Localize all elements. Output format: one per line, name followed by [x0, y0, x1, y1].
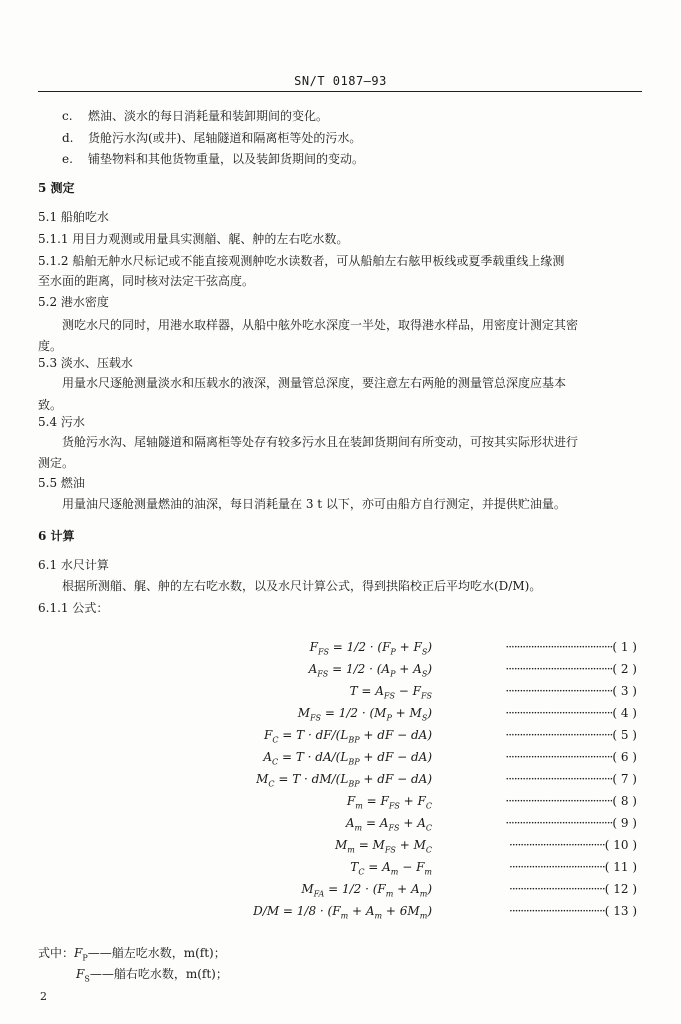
formula-8: $F_m = F_{FS} + F_C$ — [346, 794, 432, 811]
formula-number-4: ······································( 4 ) — [505, 706, 637, 720]
formula-10: $M_m = M_{FS} + M_C$ — [334, 838, 432, 855]
section-5-3-line2: 致。 — [38, 398, 63, 412]
formula-number-11: ··································( 11 ) — [509, 860, 637, 874]
formula-13: $D/M = 1/8 \cdot (F_m + A_m + 6M_m)$ — [253, 904, 432, 921]
section-6-1-1: 6.1.1 公式： — [38, 601, 109, 615]
formula-3: $T = A_{FS} - F_{FS}$ — [349, 684, 432, 701]
item-d-label: d. — [62, 131, 74, 145]
formula-number-3: ······································( 3 ) — [505, 684, 637, 698]
formula-number-9: ······································( 9 ) — [505, 816, 637, 830]
formula-number-13: ··································( 13 ) — [509, 904, 637, 918]
formula-number-12: ··································( 12 ) — [509, 882, 637, 896]
item-c-label: c. — [62, 109, 73, 123]
where-line-2: $F_S——$艏右吃水数，m(ft)； — [76, 967, 228, 984]
section-5-4-line1: 货舱污水沟、尾轴隧道和隔离柜等处存有较多污水且在装卸货期间有所变动，可按其实际形状进行 — [62, 435, 579, 449]
standard-header: SN/T 0187—93 — [294, 74, 387, 88]
item-d-text: 货舱污水沟(或井)、尾轴隧道和隔离柜等处的污水。 — [88, 131, 362, 145]
formula-7: $M_C = T \cdot dM/(L_{BP}$ + dF − dA) — [256, 772, 432, 789]
formula-number-6: ······································( 6 ) — [505, 750, 637, 764]
formula-12: $M_{FA} = 1/2 \cdot (F_m + A_m)$ — [301, 882, 432, 899]
section-5-3-title: 5.3 淡水、压载水 — [38, 356, 133, 370]
formula-1: $F_{FS} = 1/2 \cdot (F_P + F_S)$ — [309, 640, 432, 657]
section-5-3-line1: 用量水尺逐舱测量淡水和压载水的液深，测量管总深度，要注意左右两舱的测量管总深度应基本 — [62, 376, 567, 390]
section-5-5-line1: 用量油尺逐舱测量燃油的油深，每日消耗量在 3 t 以下，亦可由船方自行测定，并提供贮油量。 — [62, 497, 566, 511]
section-5-1-2-line1: 5.1.2 船舶无舯水尺标记或不能直接观测舯吃水读数者，可从船舶左右舷甲板线或夏季载重线上缘测 — [38, 254, 565, 268]
section-6-1-title: 6.1 水尺计算 — [38, 558, 109, 572]
formula-9: $A_m = A_{FS} + A_C$ — [345, 816, 432, 833]
item-e-label: e. — [62, 152, 73, 166]
item-e-text: 铺垫物料和其他货物重量，以及装卸货期间的变动。 — [88, 152, 365, 166]
formula-4: $M_{FS} = 1/2 \cdot (M_P + M_S)$ — [297, 706, 432, 723]
where-line-1: 式中：$F_P——$艏左吃水数，m(ft)； — [38, 946, 226, 963]
section-5-2-line1: 测吃水尺的同时，用港水取样器，从船中舷外吃水深度一半处，取得港水样品，用密度计测定其密 — [62, 318, 579, 332]
section-5-1-title: 5.1 船舶吃水 — [38, 210, 109, 224]
section-5-2-title: 5.2 港水密度 — [38, 295, 109, 309]
formula-number-2: ······································( 2 ) — [505, 662, 637, 676]
formula-2: $A_{FS} = 1/2 \cdot (A_P + A_S)$ — [308, 662, 432, 679]
section-5-1-2-line2: 至水面的距离，同时核对法定干弦高度。 — [38, 274, 255, 288]
section-6-1-line1: 根据所测艏、艉、舯的左右吃水数，以及水尺计算公式，得到拱陷校正后平均吃水(D/M)。 — [62, 579, 542, 593]
formula-11: $T_C = A_m - F_m$ — [350, 860, 432, 877]
formula-number-8: ······································( 8 ) — [505, 794, 637, 808]
formula-6: $A_C = T \cdot dA/(L_{BP}$ + dF − dA) — [263, 750, 432, 767]
section-6-heading: 6 计算 — [38, 529, 75, 543]
formula-5: $F_C = T \cdot dF/(L_{BP}$ + dF − dA) — [264, 728, 432, 745]
formula-number-1: ······································( 1 ) — [505, 640, 637, 654]
section-5-2-line2: 度。 — [38, 339, 63, 353]
formula-number-10: ··································( 10 ) — [509, 838, 637, 852]
formula-number-5: ······································( 5 ) — [505, 728, 637, 742]
section-5-4-line2: 测定。 — [38, 456, 75, 470]
section-5-4-title: 5.4 污水 — [38, 415, 85, 429]
formula-number-7: ······································( 7 ) — [505, 772, 637, 786]
section-5-heading: 5 测定 — [38, 181, 75, 195]
page-number: 2 — [40, 990, 47, 1003]
header-rule — [38, 91, 642, 92]
section-5-5-title: 5.5 燃油 — [38, 476, 85, 490]
item-c-text: 燃油、淡水的每日消耗量和装卸期间的变化。 — [88, 109, 329, 123]
section-5-1-1: 5.1.1 用目力观测或用量具实测艏、艉、舯的左右吃水数。 — [38, 232, 349, 246]
